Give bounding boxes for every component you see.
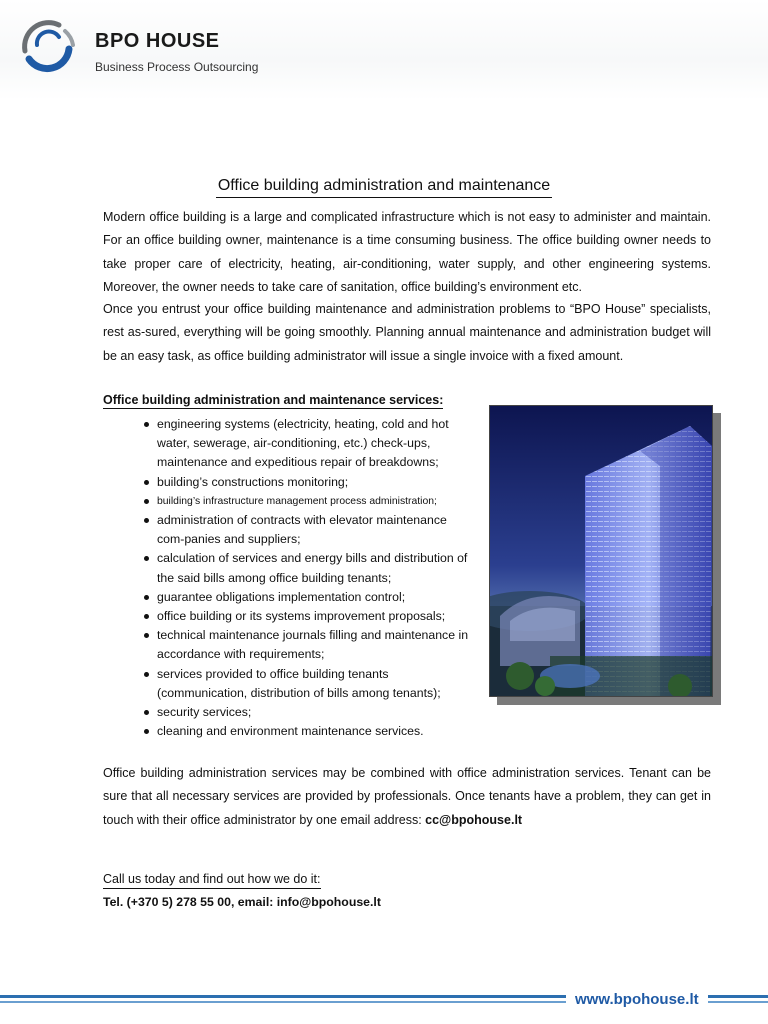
- call-to-action: Call us today and find out how we do it:: [103, 872, 321, 889]
- list-item: security services;: [140, 703, 472, 722]
- closing-paragraph-text: Office building administration services may be combined with office administration services. Tenant can be sure that all necessary services are provided by professionals. Once tenants have a problem, they can get in touch with their office administrator by one email address:: [103, 766, 711, 827]
- closing-paragraph: [103, 762, 711, 832]
- page-title-text: Office building administration and maintenance: [216, 177, 552, 198]
- list-item: services provided to office building tenants (communication, distribution of bills among tenants);: [140, 665, 472, 703]
- website-link[interactable]: www.bpohouse.lt: [575, 991, 699, 1008]
- list-item: calculation of services and energy bills and distribution of the said bills among office building tenants;: [140, 549, 472, 587]
- footer-rule: [0, 1001, 566, 1003]
- services-list: [140, 415, 472, 741]
- office-tower-photo: [489, 405, 713, 697]
- page-title: [0, 177, 768, 198]
- company-name: BPO HOUSE: [95, 30, 220, 52]
- list-item: guarantee obligations implementation control;: [140, 588, 472, 607]
- list-item: administration of contracts with elevator maintenance com-panies and suppliers;: [140, 511, 472, 549]
- company-tagline: Business Process Outsourcing: [95, 60, 259, 74]
- contact-line: Tel. (+370 5) 278 55 00, email: info@bpohouse.lt: [103, 895, 381, 909]
- list-item: cleaning and environment maintenance services.: [140, 722, 472, 741]
- list-item: office building or its systems improvement proposals;: [140, 607, 472, 626]
- list-item: technical maintenance journals filling and maintenance in accordance with requirements;: [140, 626, 472, 664]
- list-item: engineering systems (electricity, heating, cold and hot water, sewerage, air-conditioning, etc.) check-ups, maintenance and expeditious repair of breakdowns;: [140, 415, 472, 473]
- list-item: building’s infrastructure management process administration;: [140, 492, 472, 511]
- list-item: building’s constructions monitoring;: [140, 473, 472, 492]
- footer-rule: [708, 995, 768, 998]
- header-band: [0, 0, 768, 100]
- intro-paragraph-2: Once you entrust your office building maintenance and administration problems to “BPO House” specialists, rest as-sured, everything will be going smoothly. Planning annual maintenance and administration budget will be an easy task, as office building administrator will issue a single invoice with a fixed amount.: [103, 302, 711, 363]
- closing-email-link[interactable]: cc@bpohouse.lt: [425, 812, 523, 827]
- footer-rule: [0, 995, 566, 998]
- office-tower-illustration: [490, 406, 712, 696]
- bpo-house-swirl-logo-icon: [15, 15, 79, 75]
- services-heading: Office building administration and maintenance services:: [103, 393, 444, 407]
- intro-paragraph-1: Modern office building is a large and complicated infrastructure which is not easy to administer and maintain. For an office building owner, maintenance is a time consuming business. The office building owner needs to take proper care of electricity, heating, air-conditioning, water supply, and other engineering systems. Moreover, the owner needs to take care of sanitation, office building’s environment etc.: [103, 210, 711, 294]
- footer-rule: [708, 1001, 768, 1003]
